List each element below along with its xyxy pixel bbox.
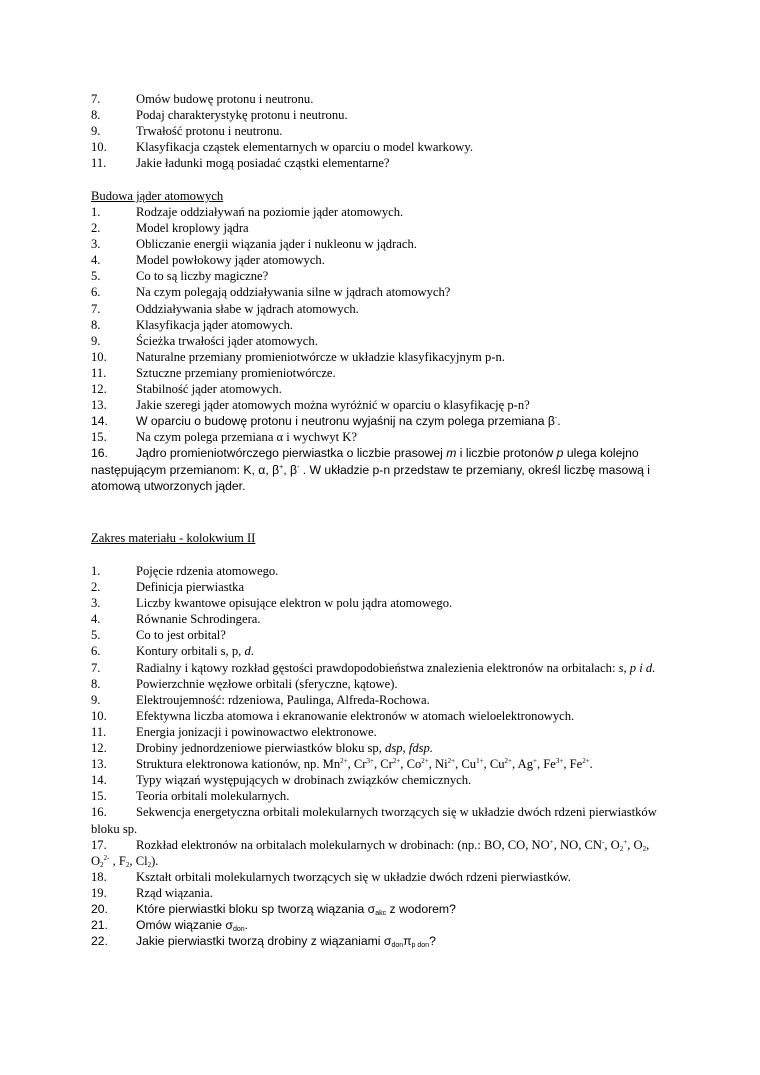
item-text: Efektywna liczba atomowa i ekranowanie elektronów w atomach wieloelektronowych. bbox=[136, 708, 575, 723]
item-text: Oddziaływania słabe w jądrach atomowych. bbox=[136, 301, 359, 316]
t-main: Radialny i kątowy rozkład gęstości prawdopodobieństwa znalezienia elektronów na orbitalach: bbox=[136, 660, 619, 675]
item-number: 7. bbox=[91, 301, 101, 316]
list-item bbox=[91, 381, 691, 397]
item-text: Jakie ładunki mogą posiadać cząstki elementarne? bbox=[136, 156, 390, 171]
superscript: - bbox=[554, 415, 558, 423]
item-text: Sekwencja energetyczna orbitali molekularnych tworzących się w układzie dwóch rdzeni pierwiastków bloku sp. bbox=[91, 805, 657, 836]
item-text bbox=[136, 740, 433, 756]
t-main: Rozkład elektronów na orbitalach molekularnych w drobinach: (np.: BO, CO, NO bbox=[136, 837, 550, 852]
item-text bbox=[136, 643, 254, 659]
cation: Fe bbox=[569, 757, 583, 772]
item-number: 22. bbox=[91, 934, 108, 949]
t-main: Które pierwiastki bloku sp tworzą wiązania σ bbox=[136, 901, 376, 916]
charge: + bbox=[533, 757, 537, 766]
list-item bbox=[91, 123, 691, 139]
item-text bbox=[136, 933, 436, 949]
item-text bbox=[136, 917, 248, 933]
list-item bbox=[91, 317, 691, 333]
t-c: ulega kolejno następującym przemianom: K, α, β bbox=[91, 446, 639, 477]
list-item bbox=[91, 676, 691, 692]
item-number: 11. bbox=[91, 724, 107, 739]
cation: Ni bbox=[435, 757, 448, 772]
item-text: Struktura elektronowa kationów, np. $Mn^{2+}$, $Cr^{3+}$, $Cr^{2+}$, $Co^{2+}$, $Ni^{2+}$, $Cu^{1+}$, $Cu^{2+}$, Ag+, $Fe^{3+}$, $Fe^{2+}$. bbox=[136, 757, 593, 772]
t-end: . bbox=[244, 918, 249, 933]
item-number: 18. bbox=[91, 869, 107, 884]
list-item bbox=[91, 563, 691, 579]
item-text: Klasyfikacja jąder atomowych. bbox=[136, 317, 294, 332]
item-number: 21. bbox=[91, 918, 108, 933]
item-number: 19. bbox=[91, 885, 107, 900]
var-m: m bbox=[446, 446, 457, 461]
t-italic: d bbox=[244, 644, 251, 659]
t-d: , β bbox=[283, 462, 298, 477]
charge: 2+ bbox=[504, 757, 512, 766]
cation: Cr bbox=[380, 757, 393, 772]
list-item bbox=[91, 740, 691, 756]
charge: 2+ bbox=[392, 757, 401, 766]
t-3: , bbox=[604, 837, 608, 852]
list-quarks bbox=[91, 91, 691, 171]
item-text bbox=[68, 660, 661, 676]
item-number: 1. bbox=[91, 564, 101, 578]
cation: Co bbox=[406, 757, 422, 772]
list-item bbox=[91, 365, 691, 381]
subscript: akc bbox=[375, 909, 387, 917]
item-number: 16. bbox=[91, 446, 108, 461]
item-text: Podaj charakterystykę protonu i neutronu. bbox=[136, 108, 348, 123]
item-number: 20. bbox=[91, 901, 108, 916]
item-number: 7. bbox=[91, 660, 101, 675]
item-text: Co to są liczby magiczne? bbox=[136, 269, 269, 284]
item-number: 13. bbox=[91, 398, 107, 413]
list-item bbox=[91, 804, 661, 836]
item-number: 3. bbox=[91, 237, 101, 252]
subscript: don bbox=[232, 926, 245, 934]
list-item bbox=[91, 220, 691, 236]
cation: Fe bbox=[543, 757, 556, 772]
item-text: Teoria orbitali molekularnych. bbox=[136, 789, 290, 804]
superscript: + bbox=[279, 463, 284, 471]
item-text bbox=[136, 901, 456, 917]
item-number: 7. bbox=[91, 92, 101, 106]
item-number: 12. bbox=[91, 382, 107, 397]
superscript: - bbox=[601, 837, 605, 846]
item-number: 10. bbox=[91, 140, 107, 155]
list-item bbox=[91, 692, 691, 708]
item-text: Sztuczne przemiany promieniotwórcze. bbox=[136, 365, 336, 380]
charge: 2+ bbox=[421, 757, 429, 766]
list-item bbox=[91, 837, 666, 869]
list-item bbox=[91, 595, 691, 611]
item-text: Co to jest orbital? bbox=[136, 628, 226, 643]
item-number: 9. bbox=[91, 124, 101, 139]
t-italic: s, p i d. bbox=[618, 660, 656, 675]
item-number: 10. bbox=[91, 349, 107, 364]
item-text: Klasyfikacja cząstek elementarnych w oparciu o model kwarkowy. bbox=[136, 140, 473, 155]
list-item bbox=[91, 643, 691, 659]
list-item bbox=[91, 107, 691, 123]
item-text-main: W oparciu o budowę protonu i neutronu wyjaśnij na czym polega przemiana β bbox=[136, 414, 555, 429]
item-number: 11. bbox=[91, 365, 107, 380]
list-item bbox=[91, 284, 691, 300]
charge: 3+ bbox=[366, 757, 374, 766]
list-item bbox=[91, 204, 691, 220]
item-text: Rząd wiązania. bbox=[136, 885, 213, 900]
list-item bbox=[91, 301, 691, 317]
section-heading-colloquium: Zakres materiału - kolokwium II bbox=[91, 531, 256, 545]
item-number: 15. bbox=[91, 430, 107, 445]
list-item bbox=[91, 901, 691, 917]
item-text: Kształt orbitali molekularnych tworzących się w układzie dwóch rdzeni pierwiastków. bbox=[136, 869, 571, 884]
item-number: 8. bbox=[91, 108, 101, 123]
cation: Ag bbox=[517, 757, 534, 772]
t-italic: dsp, fdsp. bbox=[385, 741, 433, 756]
item-text: Ścieżka trwałości jąder atomowych. bbox=[136, 333, 318, 348]
t-main: Struktura elektronowa kationów, np. bbox=[136, 757, 323, 772]
list-item bbox=[91, 933, 691, 949]
item-text: Powierzchnie węzłowe orbitali (sferyczne, kątowe). bbox=[136, 676, 398, 691]
list-item bbox=[91, 349, 691, 365]
superscript: - bbox=[297, 463, 300, 471]
item-number: 5. bbox=[91, 269, 101, 284]
list-item bbox=[91, 397, 691, 413]
t-2: , NO, CN bbox=[553, 837, 602, 852]
list-item bbox=[91, 611, 691, 627]
item-number: 11. bbox=[91, 156, 107, 171]
cation: Cr bbox=[353, 757, 367, 772]
list-item bbox=[91, 660, 661, 676]
item-number: 6. bbox=[91, 644, 101, 659]
list-item bbox=[91, 708, 691, 724]
item-text: Na czym polega przemiana α i wychwyt K? bbox=[136, 430, 357, 445]
item-number: 14. bbox=[91, 773, 107, 788]
item-text-end: . bbox=[557, 414, 561, 429]
item-number: 10. bbox=[91, 708, 107, 723]
item-number: 12. bbox=[91, 741, 107, 756]
list-item bbox=[91, 788, 691, 804]
charge: 3+ bbox=[555, 757, 564, 766]
list-item bbox=[91, 724, 691, 740]
t-e: . W układzie p-n przedstaw te przemiany, określ liczbę masową i atomową utworzonych jąder. bbox=[91, 462, 651, 493]
item-number: 8. bbox=[91, 317, 101, 332]
item-text: Równanie Schrodingera. bbox=[136, 612, 261, 627]
item-number: 16. bbox=[91, 805, 107, 820]
cation: Cu bbox=[461, 757, 477, 772]
item-text: Rodzaje oddziaływań na poziomie jąder atomowych. bbox=[136, 205, 404, 219]
t-a: Jądro promieniotwórczego pierwiastka o liczbie prasowej bbox=[136, 446, 447, 461]
list-colloquium bbox=[91, 563, 691, 949]
item-number: 8. bbox=[91, 676, 101, 691]
item-text: Model kroplowy jądra bbox=[136, 221, 249, 236]
item-number: 9. bbox=[91, 333, 101, 348]
subscript: p don bbox=[411, 942, 430, 950]
list-item bbox=[91, 429, 691, 445]
t-end: z wodorem? bbox=[386, 901, 456, 916]
item-text: Omów budowę protonu i neutronu. bbox=[136, 92, 314, 106]
item-number: 17. bbox=[91, 837, 107, 852]
list-item bbox=[91, 155, 691, 171]
list-item bbox=[91, 756, 691, 772]
list-item bbox=[91, 917, 691, 933]
t-main: Kontury orbitali s, p, bbox=[136, 644, 245, 659]
item-text: Liczby kwantowe opisujące elektron w polu jądra atomowego. bbox=[136, 596, 453, 611]
item-text: Energia jonizacji i powinowactwo elektronowe. bbox=[136, 724, 377, 739]
list-item bbox=[91, 445, 661, 493]
item-text: Typy wiązań występujących w drobinach związków chemicznych. bbox=[136, 773, 472, 788]
superscript: + bbox=[549, 837, 554, 846]
t-main: Jakie pierwiastki tworzą drobiny z wiązaniami σ bbox=[136, 934, 392, 949]
item-number: 2. bbox=[91, 221, 101, 236]
item-text: Stabilność jąder atomowych. bbox=[136, 382, 282, 397]
item-number: 15. bbox=[91, 789, 107, 804]
t-end: . bbox=[250, 644, 254, 659]
cation-list: $Mn^{2+}$, $Cr^{3+}$, $Cr^{2+}$, $Co^{2+}$, $Ni^{2+}$, $Cu^{1+}$, $Cu^{2+}$, Ag+, $Fe^{3+}$, $Fe^{2+}$ bbox=[322, 757, 590, 772]
subscript: don bbox=[391, 942, 404, 950]
list-item bbox=[91, 885, 691, 901]
item-number: 3. bbox=[91, 596, 101, 611]
list-item bbox=[91, 413, 691, 429]
list-item bbox=[91, 139, 691, 155]
list-nuclei bbox=[91, 204, 691, 494]
item-number: 14. bbox=[91, 414, 108, 429]
cation: Mn bbox=[322, 757, 341, 772]
item-number: 13. bbox=[91, 757, 107, 772]
var-p: p bbox=[556, 446, 564, 461]
section-heading-nuclei: Budowa jąder atomowych bbox=[91, 189, 224, 203]
charge: 2+ bbox=[582, 757, 590, 766]
t-main: Omów wiązanie σ bbox=[136, 918, 233, 933]
item-text: Pojęcie rdzenia atomowego. bbox=[136, 564, 279, 578]
item-number: 4. bbox=[91, 253, 101, 268]
charge: 1+ bbox=[476, 757, 484, 766]
charge: 2+ bbox=[340, 757, 348, 766]
item-text bbox=[68, 445, 661, 493]
list-item bbox=[91, 579, 691, 595]
item-text bbox=[136, 413, 561, 429]
item-number: 1. bbox=[91, 205, 101, 219]
item-number: 9. bbox=[91, 692, 101, 707]
item-text: Naturalne przemiany promieniotwórcze w układzie klasyfikacyjnym p-n. bbox=[136, 349, 505, 364]
list-item bbox=[91, 91, 691, 107]
list-item bbox=[91, 772, 691, 788]
t-b: i liczbie protonów bbox=[456, 446, 557, 461]
item-text: Rozkład elektronów na orbitalach molekularnych w drobinach: (np.: BO, CO, NO+, NO, CN-, $O_2^+$, $O_2$, $O_2^{2-}$ , $F_2$, $Cl_2$). bbox=[91, 837, 650, 869]
item-text: Na czym polegają oddziaływania silne w jądrach atomowych? bbox=[136, 285, 451, 300]
item-number: 6. bbox=[91, 285, 101, 300]
list-item bbox=[91, 236, 691, 252]
item-number: 4. bbox=[91, 612, 101, 627]
item-number: 2. bbox=[91, 580, 101, 595]
item-text: Elektroujemność: rdzeniowa, Paulinga, Alfreda-Rochowa. bbox=[136, 692, 430, 707]
item-number: 5. bbox=[91, 628, 101, 643]
list-item bbox=[91, 268, 691, 284]
item-text: Definicja pierwiastka bbox=[136, 580, 245, 595]
t-end: ? bbox=[429, 934, 436, 949]
list-item bbox=[91, 869, 691, 885]
item-text: Trwałość protonu i neutronu. bbox=[136, 124, 283, 139]
cation: Cu bbox=[489, 757, 505, 772]
t-main: Drobiny jednordzeniowe pierwiastków bloku sp, bbox=[136, 741, 386, 756]
pi-symbol: π bbox=[403, 934, 412, 949]
item-text: Model powłokowy jąder atomowych. bbox=[136, 253, 325, 268]
item-text: Obliczanie energii wiązania jąder i nukleonu w jądrach. bbox=[136, 237, 417, 252]
list-item bbox=[91, 627, 691, 643]
list-item bbox=[91, 333, 691, 349]
list-item bbox=[91, 252, 691, 268]
item-text: Jakie szeregi jąder atomowych można wyróżnić w oparciu o klasyfikację p-n? bbox=[136, 398, 530, 413]
charge: 2+ bbox=[447, 757, 456, 766]
